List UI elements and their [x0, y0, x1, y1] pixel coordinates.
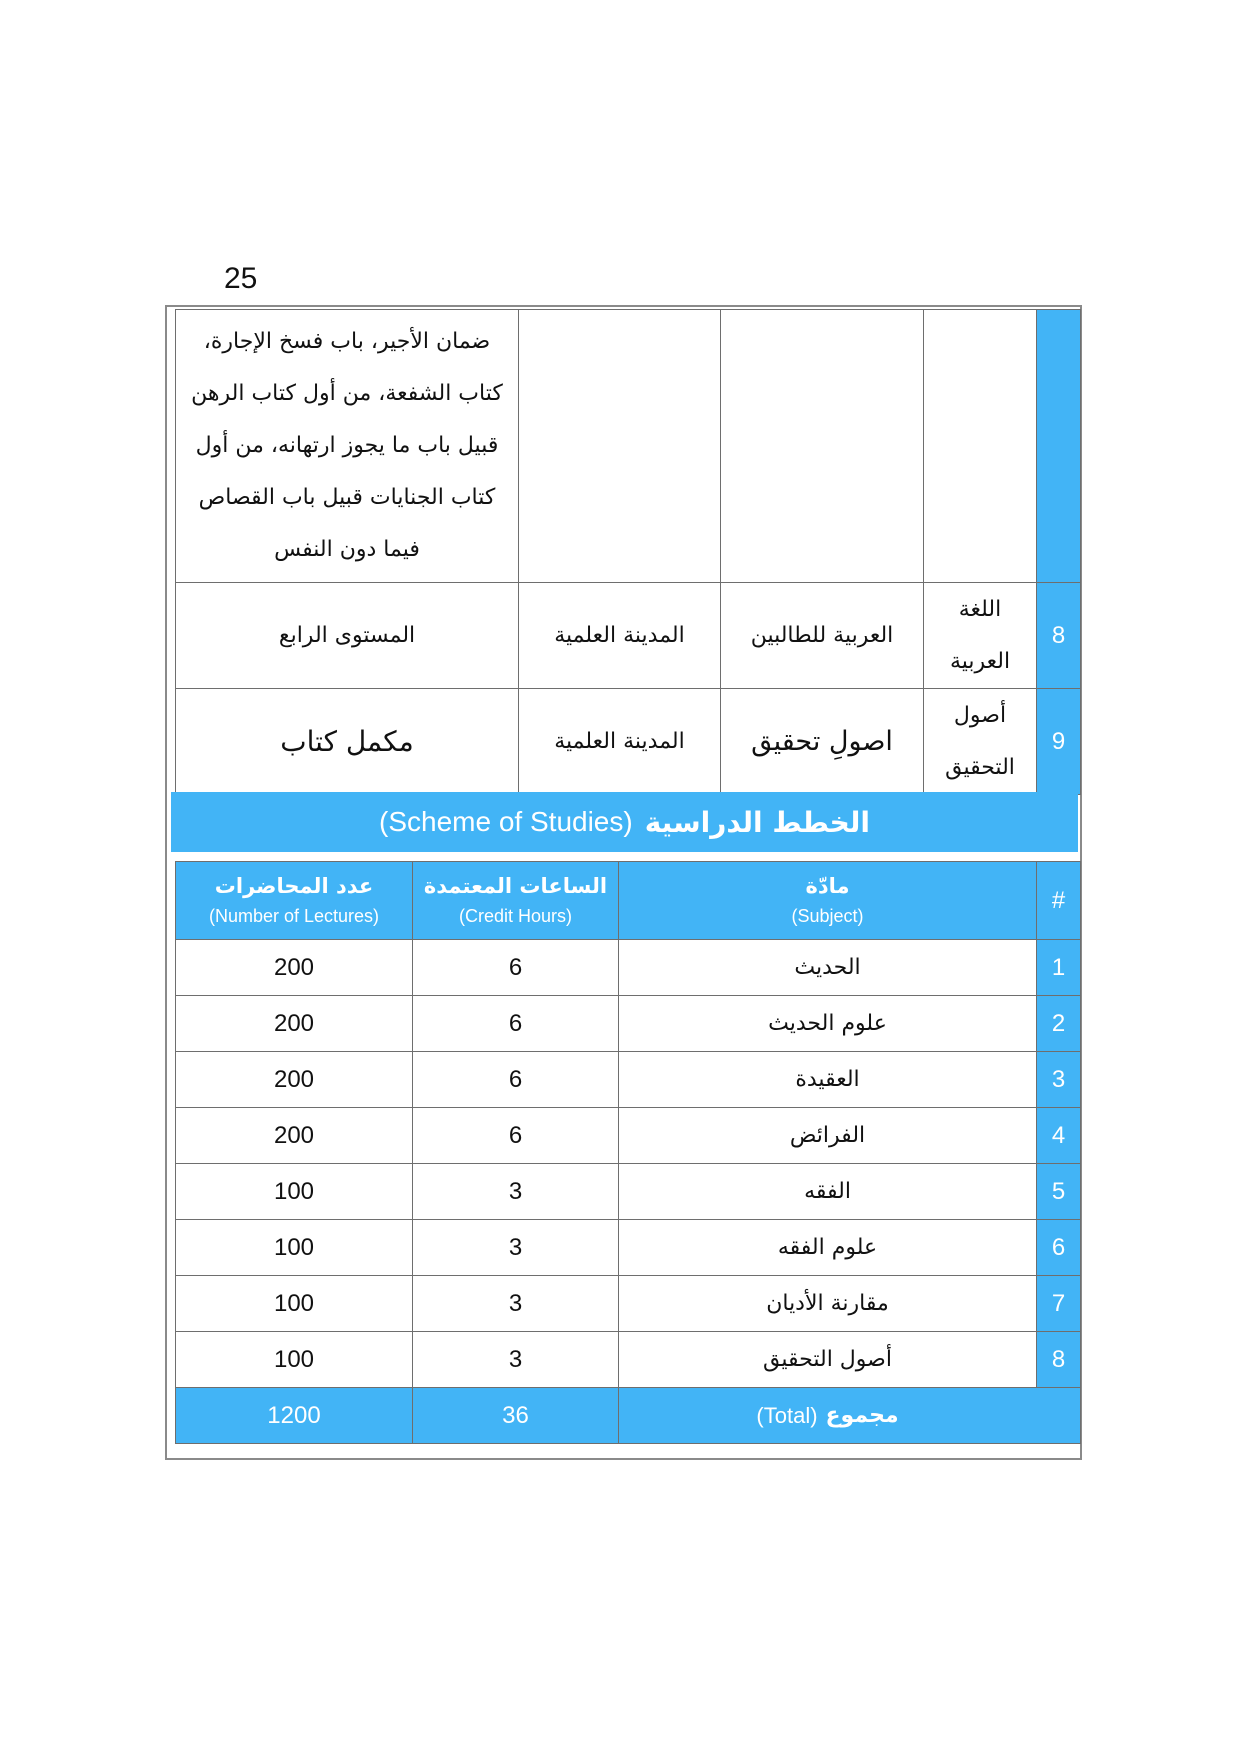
index-cell [1037, 310, 1081, 583]
book-title: اصولِ تحقیق [721, 689, 924, 795]
header-subject-en: (Subject) [791, 906, 864, 926]
subject-cell: الحديث [619, 940, 1037, 996]
total-label [756, 1403, 898, 1429]
table-row [176, 1108, 1081, 1164]
lectures-cell: 200 [176, 1108, 413, 1164]
book-title: العربية للطالبين [721, 583, 924, 689]
subject-cell: علوم الفقه [619, 1220, 1037, 1276]
scheme-title-en: (Scheme of Studies) [379, 806, 633, 837]
index-cell: 7 [1037, 1276, 1081, 1332]
lectures-cell: 100 [176, 1220, 413, 1276]
page-number: 25 [224, 262, 258, 295]
index-cell: 1 [1037, 940, 1081, 996]
credit-cell: 3 [413, 1332, 619, 1388]
index-cell: 4 [1037, 1108, 1081, 1164]
empty-cell [519, 310, 721, 583]
subject-cell: العقيدة [619, 1052, 1037, 1108]
lectures-cell: 200 [176, 996, 413, 1052]
header-subject-ar: مادّة [805, 874, 850, 898]
lectures-cell: 200 [176, 940, 413, 996]
book-level: المستوى الرابع [176, 583, 519, 689]
subject-cell: علوم الحديث [619, 996, 1037, 1052]
total-row [176, 1388, 1081, 1444]
subject-cell: مقارنة الأديان [619, 1276, 1037, 1332]
credit-cell: 3 [413, 1220, 619, 1276]
credit-cell: 3 [413, 1276, 619, 1332]
credit-cell: 3 [413, 1164, 619, 1220]
index-cell: 6 [1037, 1220, 1081, 1276]
header-row [176, 862, 1081, 940]
credit-cell: 6 [413, 940, 619, 996]
header-credit [413, 862, 619, 940]
index-cell: 5 [1037, 1164, 1081, 1220]
total-credit: 36 [413, 1388, 619, 1444]
credit-cell: 6 [413, 1052, 619, 1108]
table-row [176, 1332, 1081, 1388]
books-table [175, 309, 1081, 795]
header-credit-ar: الساعات المعتمدة [423, 874, 608, 898]
table-row [176, 1052, 1081, 1108]
subject-cell: الفرائض [619, 1108, 1037, 1164]
lectures-cell: 100 [176, 1276, 413, 1332]
book-publisher: المدينة العلمية [519, 689, 721, 795]
table-row [176, 996, 1081, 1052]
table-row [176, 310, 1081, 583]
table-row [176, 583, 1081, 689]
header-index: # [1037, 862, 1081, 940]
total-label-cell [619, 1388, 1081, 1444]
book-index: 9 [1037, 689, 1081, 795]
table-row [176, 1220, 1081, 1276]
index-cell: 8 [1037, 1332, 1081, 1388]
credit-cell: 6 [413, 1108, 619, 1164]
index-cell: 3 [1037, 1052, 1081, 1108]
total-label-ar: مجموع [825, 1403, 899, 1428]
subject-cell: الفقه [619, 1164, 1037, 1220]
scheme-title-ar: الخطط الدراسية [644, 805, 870, 839]
table-row [176, 1164, 1081, 1220]
index-cell: 2 [1037, 996, 1081, 1052]
lectures-cell: 200 [176, 1052, 413, 1108]
table-row [176, 940, 1081, 996]
scheme-banner [171, 792, 1078, 852]
credit-cell: 6 [413, 996, 619, 1052]
total-lectures: 1200 [176, 1388, 413, 1444]
table-row [176, 1276, 1081, 1332]
book-level: مکمل کتاب [176, 689, 519, 795]
subject-cell: أصول التحقيق [619, 1332, 1037, 1388]
header-lectures [176, 862, 413, 940]
book-index: 8 [1037, 583, 1081, 689]
header-lectures-ar: عدد المحاضرات [214, 874, 374, 898]
lectures-cell: 100 [176, 1332, 413, 1388]
table-row [176, 689, 1081, 795]
book-publisher: المدينة العلمية [519, 583, 721, 689]
empty-cell [721, 310, 924, 583]
book-subject: اللغة العربية [924, 583, 1037, 689]
lectures-cell: 100 [176, 1164, 413, 1220]
empty-cell [924, 310, 1037, 583]
header-subject [619, 862, 1037, 940]
scheme-table [175, 861, 1081, 1444]
total-label-en: (Total) [756, 1402, 818, 1428]
continuation-text: ضمان الأجير، باب فسخ الإجارة، كتاب الشفعة، من أول كتاب الرهن قبيل باب ما يجوز ارتهانه، من أول كتاب الجنايات قبيل باب القصاص فيما دون النفس [176, 310, 519, 583]
header-lectures-en: (Number of Lectures) [208, 906, 380, 926]
book-subject: أصول التحقيق [924, 689, 1037, 795]
header-credit-en: (Credit Hours) [458, 906, 573, 926]
